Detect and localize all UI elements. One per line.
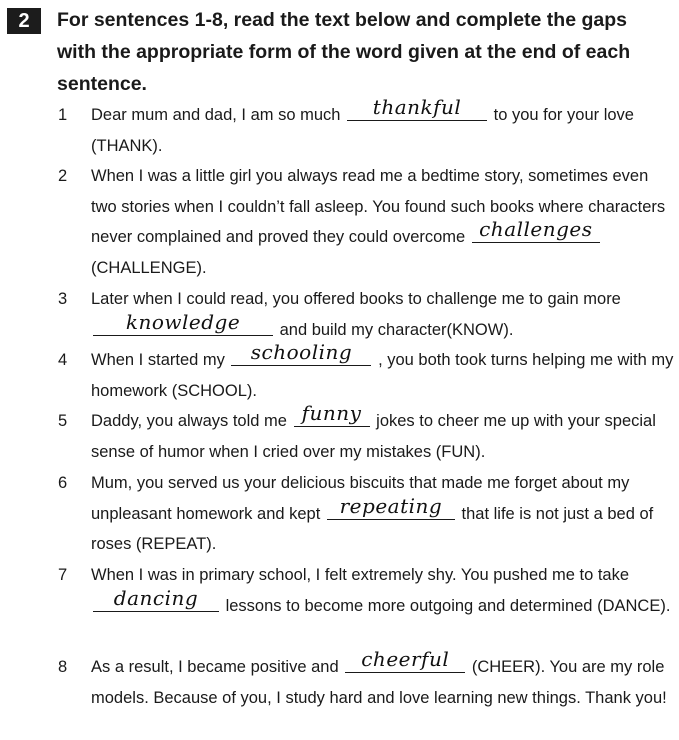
- sentence-after: and build my character(KNOW).: [279, 320, 514, 339]
- item-text: [91, 284, 676, 345]
- sentence-before: Mum, you served us your delicious biscuits that made me forget about my unpleasant homework and kept: [91, 474, 630, 523]
- handwritten-answer: dancing: [113, 585, 199, 610]
- sentence-after: , you both took turns helping me with my homework (SCHOOL).: [91, 351, 674, 400]
- answer-blank[interactable]: [347, 95, 487, 121]
- item-text: [91, 340, 676, 406]
- item-text: [91, 161, 676, 283]
- item-number: 5: [58, 412, 68, 430]
- sentence-before: Later when I could read, you offered books to challenge me to gain more: [91, 290, 621, 308]
- item-number: 4: [58, 351, 68, 369]
- item-number: 7: [58, 566, 68, 584]
- answer-blank[interactable]: [345, 647, 465, 673]
- item-text: [91, 401, 676, 467]
- sentence-after: to you for your love (THANK).: [91, 106, 634, 155]
- item-number: 6: [58, 474, 68, 492]
- handwritten-answer: challenges: [479, 217, 593, 242]
- item-number: 8: [58, 658, 68, 676]
- item-number: 2: [58, 167, 68, 185]
- item-number: 3: [58, 290, 68, 308]
- sentence-before: When I was in primary school, I felt extremely shy. You pushed me to take: [91, 566, 630, 584]
- handwritten-answer: knowledge: [125, 309, 241, 334]
- task-instruction: For sentences 1-8, read the text below and complete the gaps with the appropriate form of the word given at the end of each sentence.: [57, 9, 631, 95]
- item-text: [91, 95, 676, 161]
- answer-blank[interactable]: [472, 217, 600, 243]
- sentence-after: jokes to cheer me up with your special sense of humor when I cried over my mistakes (FUN).: [91, 412, 656, 461]
- sentence-after: (CHALLENGE).: [91, 258, 207, 277]
- sentence-before: Dear mum and dad, I am so much: [91, 106, 341, 124]
- handwritten-answer: thankful: [372, 95, 462, 119]
- sentence-before: As a result, I became positive and: [91, 658, 339, 676]
- answer-blank[interactable]: [327, 493, 455, 520]
- answer-blank[interactable]: [93, 309, 273, 336]
- sentence-after: (CHEER). You are my role models. Because of you, I study hard and love learning new things. Thank you!: [91, 658, 667, 707]
- sentence-before: When I was a little girl you always read me a bedtime story, sometimes even two stories when I couldn’t fall asleep. You found such books where characters never complained and proved they could overcome: [91, 167, 666, 247]
- answer-blank[interactable]: [231, 340, 371, 366]
- item-text: [91, 560, 676, 621]
- sentence-after: lessons to become more outgoing and determined (DANCE).: [225, 596, 671, 615]
- sentence-before: Daddy, you always told me: [91, 412, 287, 430]
- answer-blank[interactable]: [93, 585, 219, 612]
- handwritten-answer: funny: [301, 401, 362, 425]
- handwritten-answer: schooling: [250, 340, 353, 364]
- sentence-before: When I started my: [91, 351, 225, 369]
- item-text: [91, 647, 676, 713]
- handwritten-answer: cheerful: [361, 647, 450, 671]
- answer-blank[interactable]: [294, 401, 370, 427]
- item-text: [91, 468, 676, 560]
- handwritten-answer: repeating: [339, 493, 443, 518]
- task-number-badge: 2: [7, 8, 41, 34]
- sentence-after: that life is not just a bed of roses (REPEAT).: [91, 504, 654, 554]
- item-number: 1: [58, 106, 68, 124]
